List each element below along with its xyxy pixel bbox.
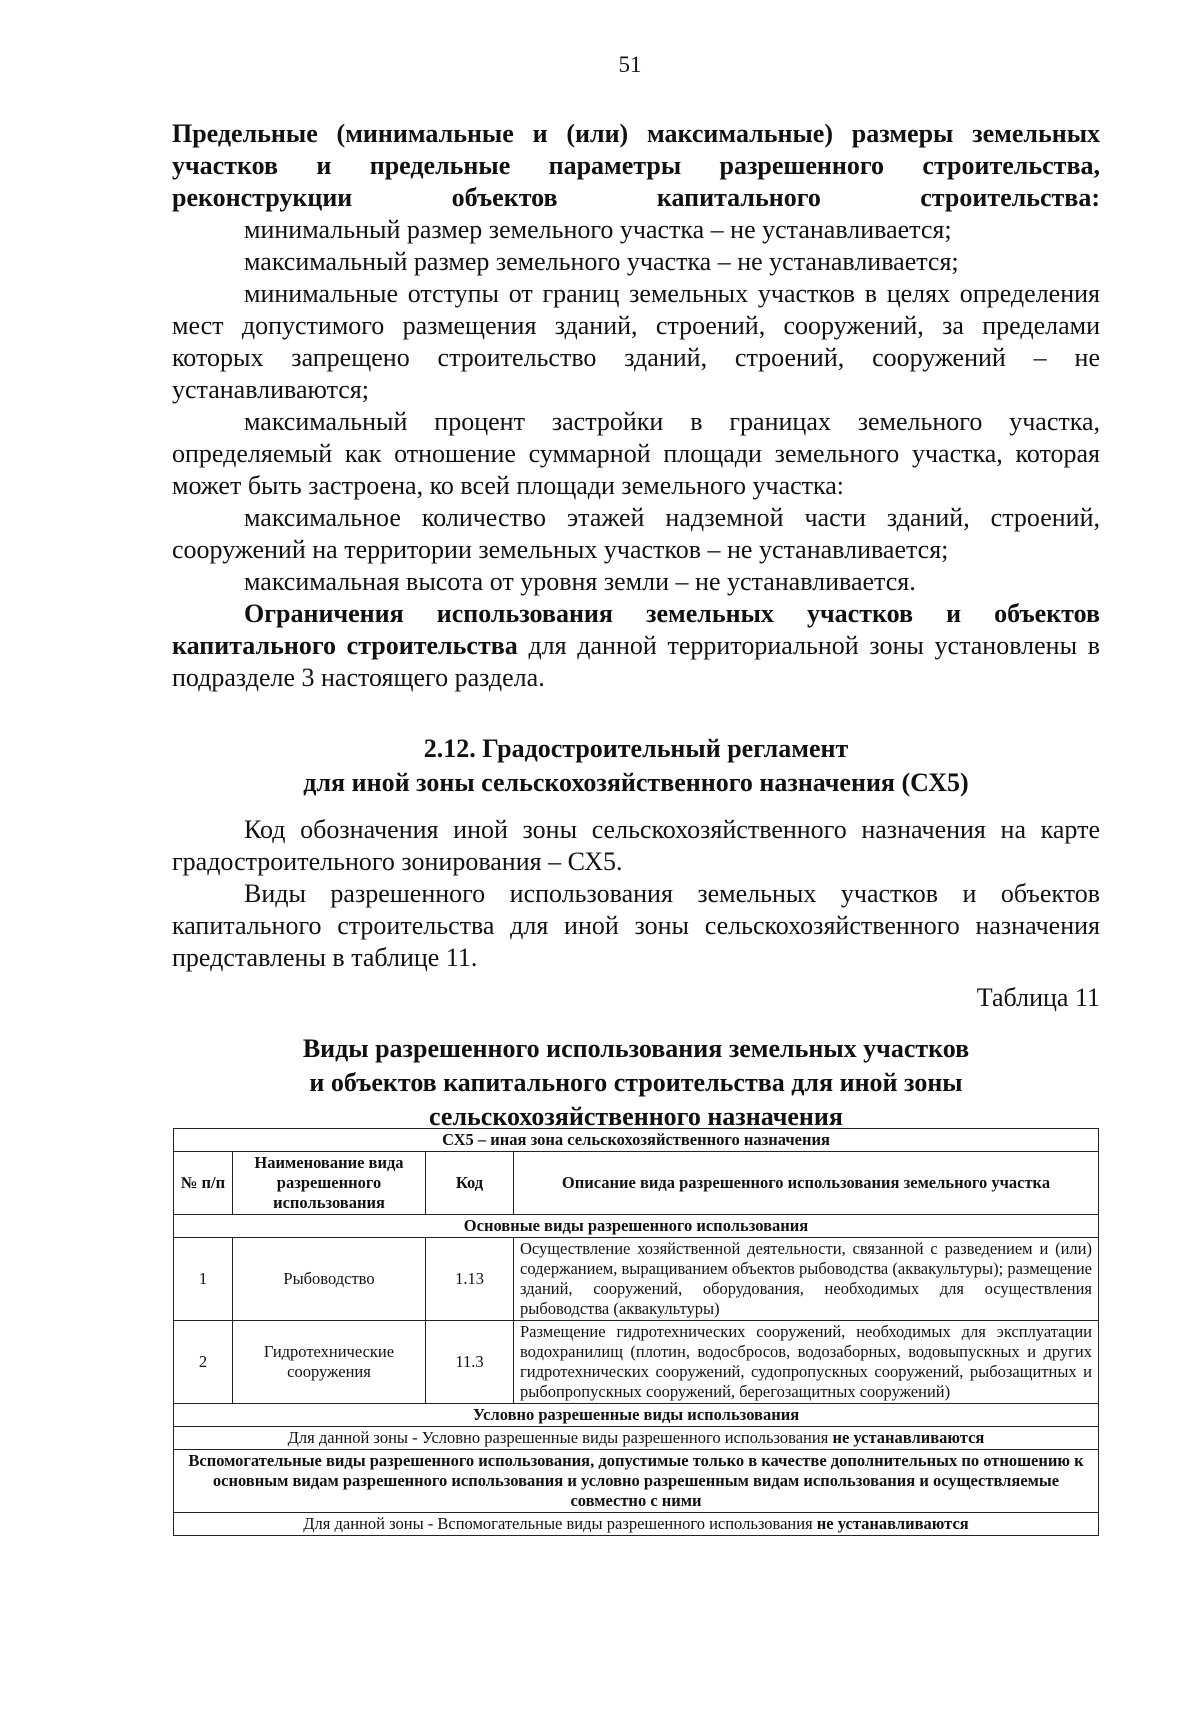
restrictions-rest: для данной территориальной зоны установлены в подразделе 3 настоящего раздела. <box>172 631 1100 692</box>
basic-uses-header-row <box>174 1215 1099 1238</box>
header-desc: Описание вида разрешенного использования земельного участка <box>514 1152 1099 1215</box>
row-name: Рыбоводство <box>233 1238 426 1321</box>
auxiliary-note-bold: не устанавливаются <box>816 1514 969 1533</box>
auxiliary-uses-header: Вспомогательные виды разрешенного использования, допустимые только в качестве дополнительных по отношению к основным видам разрешенного использования и условно разрешенным видам использования и осуществляемые совместно с ними <box>174 1450 1099 1513</box>
document-body <box>172 118 1100 1134</box>
row-num: 1 <box>174 1238 233 1321</box>
row-code: 11.3 <box>426 1321 514 1404</box>
zone-header: СХ5 – иная зона сельскохозяйственного назначения <box>174 1129 1099 1152</box>
conditional-uses-header-row <box>174 1404 1099 1427</box>
conditional-note <box>174 1427 1099 1450</box>
restrictions-paragraph <box>172 598 1100 694</box>
limit-item: максимальное количество этажей надземной части зданий, строений, сооружений на территории земельных участков – не устанавливается; <box>172 503 1100 564</box>
section-title <box>172 732 1100 800</box>
header-num: № п/п <box>174 1152 233 1215</box>
conditional-note-row <box>174 1427 1099 1450</box>
table-row <box>174 1238 1099 1321</box>
row-code: 1.13 <box>426 1238 514 1321</box>
section-title-line1: 2.12. Градостроительный регламент <box>423 734 849 763</box>
section-title-line2: для иной зоны сельскохозяйственного назначения (СХ5) <box>303 768 969 797</box>
row-name: Гидротехнические сооружения <box>233 1321 426 1404</box>
page-number: 51 <box>618 52 642 77</box>
limit-item: максимальный размер земельного участка – не устанавливается; <box>244 247 959 276</box>
header-name: Наименование вида разрешенного использования <box>233 1152 426 1215</box>
conditional-note-bold: не устанавливаются <box>832 1428 985 1447</box>
auxiliary-note-text: Для данной зоны - Вспомогательные виды разрешенного использования <box>303 1514 817 1533</box>
auxiliary-uses-header-row <box>174 1450 1099 1513</box>
zone-code-paragraph: Код обозначения иной зоны сельскохозяйственного назначения на карте градостроительного зонирования – СХ5. <box>172 815 1100 876</box>
auxiliary-note <box>174 1513 1099 1536</box>
table-caption-line3: сельскохозяйственного назначения <box>429 1102 843 1131</box>
restrictions-bold: Ограничения использования земельных участков и объектов капитального строительства <box>172 599 1100 660</box>
conditional-note-text: Для данной зоны - Условно разрешенные виды разрешенного использования <box>287 1428 833 1447</box>
limit-item: максимальный процент застройки в границах земельного участка, определяемый как отношение суммарной площади земельного участка, которая может быть застроена, ко всей площади земельного участка: <box>172 407 1100 500</box>
table-label: Таблица 11 <box>976 983 1100 1012</box>
limit-item: минимальные отступы от границ земельных участков в целях определения мест допустимого размещения зданий, строений, сооружений, за пределами которых запрещено строительство зданий, строений, сооружений – не устанавливаются; <box>172 279 1100 404</box>
basic-uses-header: Основные виды разрешенного использования <box>174 1215 1099 1238</box>
table-row <box>174 1321 1099 1404</box>
table-caption-line2: и объектов капитального строительства для иной зоны <box>309 1068 963 1097</box>
table-caption <box>172 1032 1100 1134</box>
zone-uses-paragraph: Виды разрешенного использования земельных участков и объектов капитального строительства для иной зоны сельскохозяйственного назначения представлены в таблице 11. <box>172 879 1100 972</box>
auxiliary-note-row <box>174 1513 1099 1536</box>
permitted-uses-table <box>173 1128 1099 1536</box>
header-code: Код <box>426 1152 514 1215</box>
row-num: 2 <box>174 1321 233 1404</box>
limit-item: максимальная высота от уровня земли – не устанавливается. <box>244 567 916 596</box>
column-header-row <box>174 1152 1099 1215</box>
table-caption-line1: Виды разрешенного использования земельных участков <box>302 1034 970 1063</box>
limit-item: минимальный размер земельного участка – не устанавливается; <box>244 215 952 244</box>
limits-heading: Предельные (минимальные и (или) максимальные) размеры земельных участков и предельные параметры разрешенного строительства, реконструкции объектов капитального строительства: <box>172 119 1100 212</box>
zone-header-row <box>174 1129 1099 1152</box>
conditional-uses-header: Условно разрешенные виды использования <box>174 1404 1099 1427</box>
row-desc: Осуществление хозяйственной деятельности, связанной с разведением и (или) содержанием, выращиванием объектов рыбоводства (аквакультуры); размещение зданий, сооружений, оборудования, необходимых для осуществления рыбоводства (аквакультуры) <box>514 1238 1099 1321</box>
row-desc: Размещение гидротехнических сооружений, необходимых для эксплуатации водохранилищ (плотин, водосбросов, водозаборных, водовыпускных и других гидротехнических сооружений, судопропускных сооружений, рыбозащитных и рыбопропускных сооружений, берегозащитных сооружений) <box>514 1321 1099 1404</box>
